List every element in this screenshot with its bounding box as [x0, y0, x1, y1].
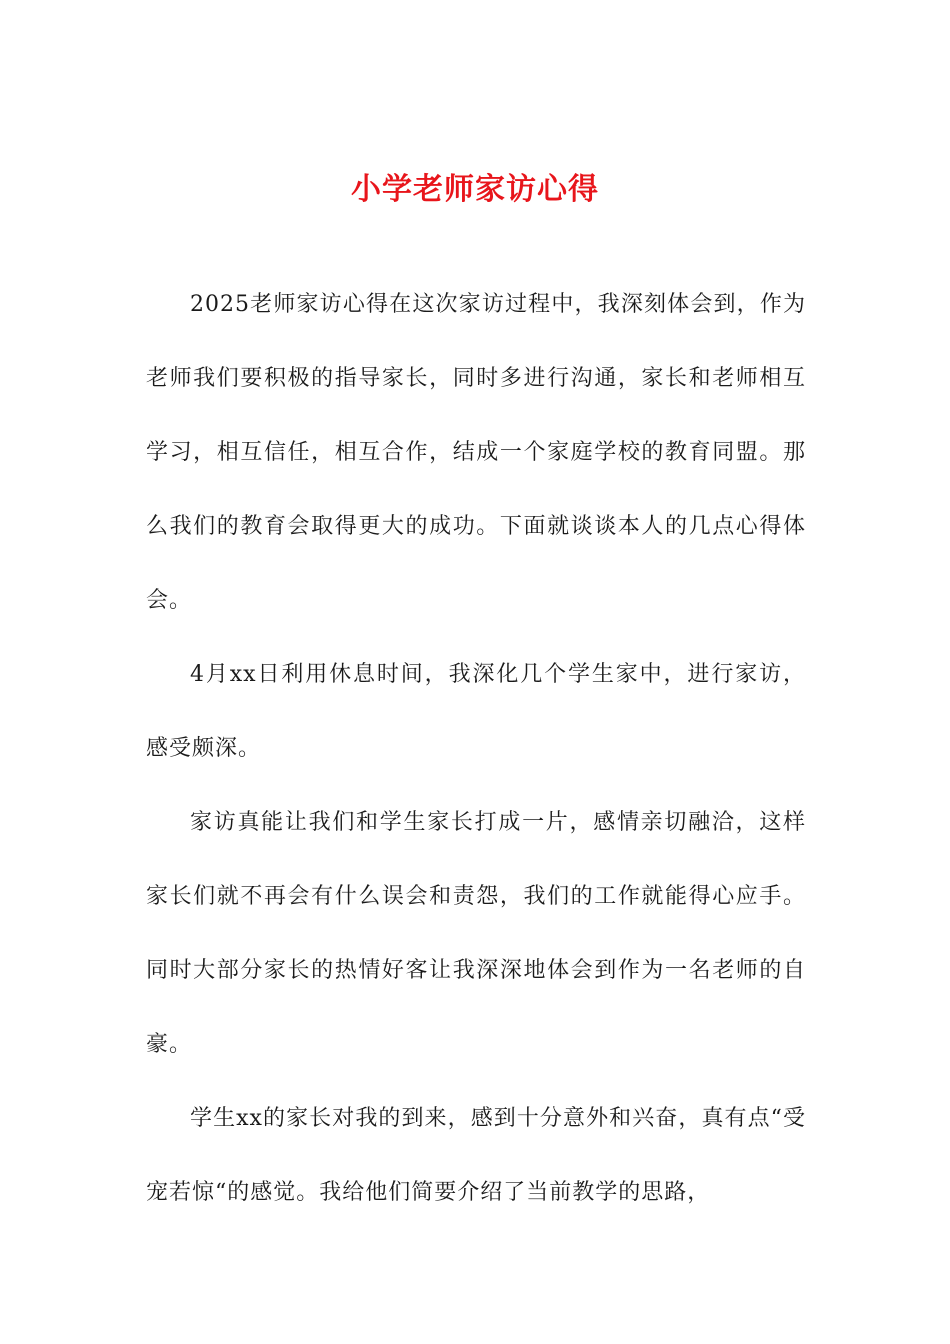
paragraph: 家访真能让我们和学生家长打成一片，感情亲切融洽，这样家长们就不再会有什么误会和责怨，我们的工作就能得心应手。同时大部分家长的热情好客让我深深地体会到作为一名老师的自豪。: [146, 810, 806, 1057]
document-title: 小学老师家访心得: [351, 172, 599, 208]
paragraph: 4月xx日利用休息时间，我深化几个学生家中，进行家访，感受颇深。: [146, 662, 806, 761]
document-body: [146, 268, 806, 1230]
paragraph: 学生xx的家长对我的到来，感到十分意外和兴奋，真有点“受宠若惊“的感觉。我给他们简要介绍了当前教学的思路，: [146, 1106, 806, 1205]
paragraph: 2025老师家访心得在这次家访过程中，我深刻体会到，作为老师我们要积极的指导家长，同时多进行沟通，家长和老师相互学习，相互信任，相互合作，结成一个家庭学校的教育同盟。那么我们的教育会取得更大的成功。下面就谈谈本人的几点心得体会。: [146, 292, 806, 613]
